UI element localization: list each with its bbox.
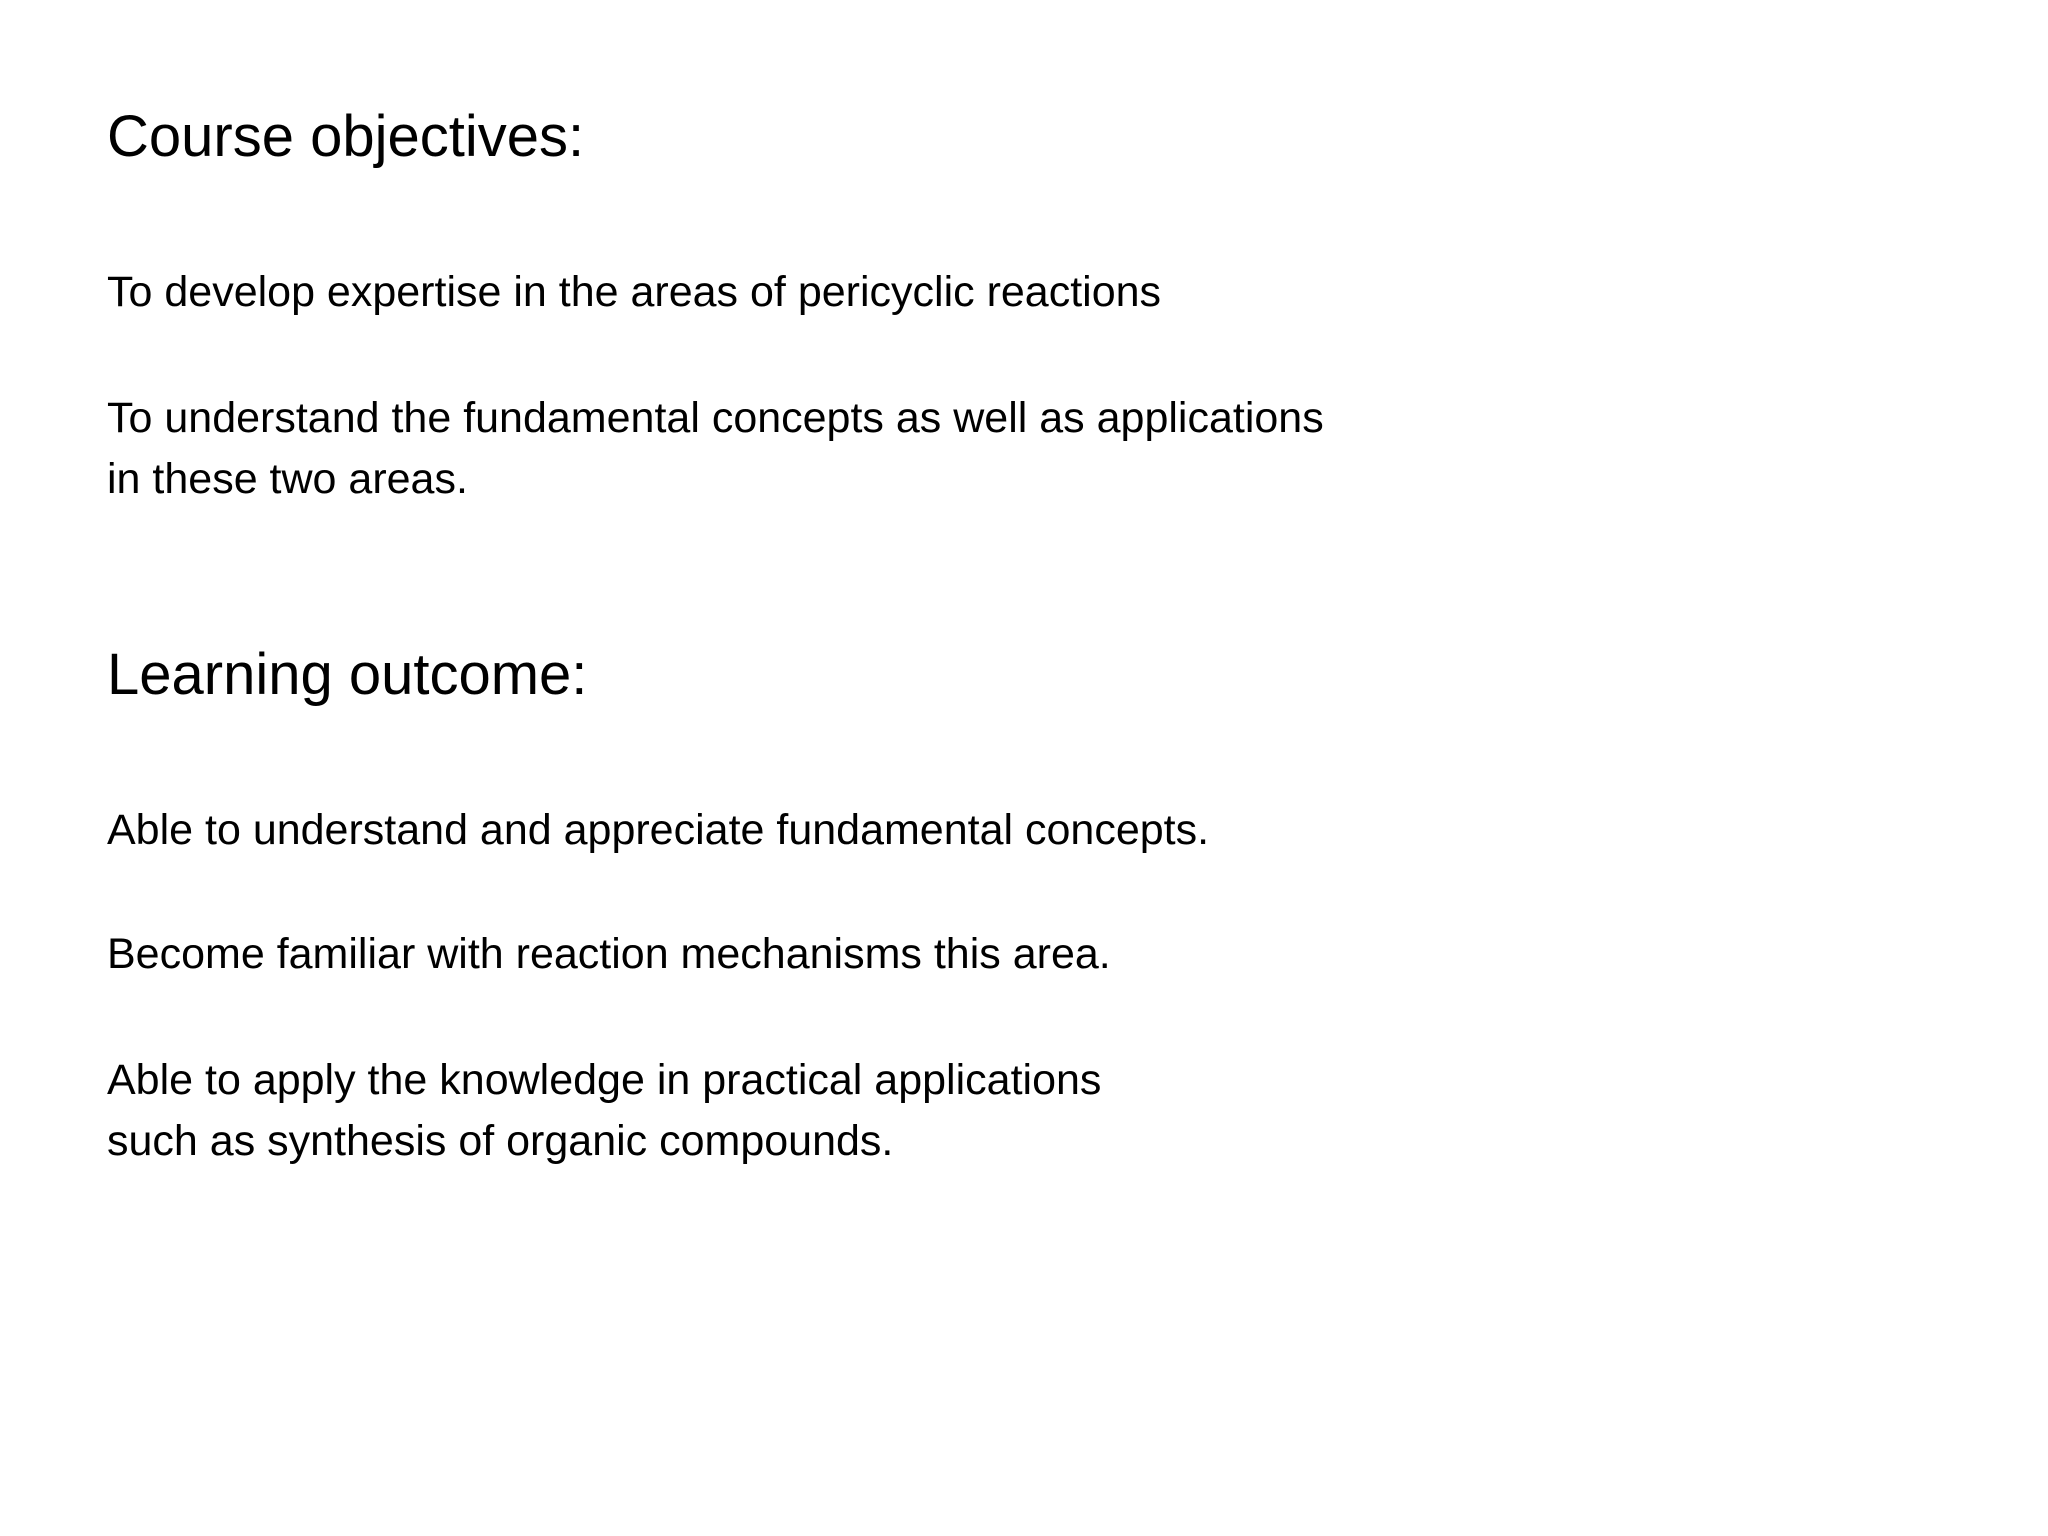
objective-item — [107, 262, 1161, 323]
learning-outcome-heading: Learning outcome: — [107, 642, 588, 707]
outcome-line: Become familiar with reaction mechanisms this area. — [107, 930, 1111, 978]
objective-line: To develop expertise in the areas of pericyclic reactions — [107, 268, 1162, 316]
outcome-item — [107, 1050, 1101, 1172]
course-objectives-heading: Course objectives: — [107, 104, 585, 169]
objective-line: To understand the fundamental concepts as well as applications — [107, 394, 1324, 442]
outcome-line: such as synthesis of organic compounds. — [107, 1117, 894, 1165]
objective-item — [107, 388, 1324, 510]
objective-line: in these two areas. — [107, 455, 468, 503]
outcome-item — [107, 800, 1209, 861]
outcome-line: Able to understand and appreciate fundamental concepts. — [107, 806, 1210, 854]
outcome-line: Able to apply the knowledge in practical applications — [107, 1056, 1102, 1104]
outcome-item — [107, 924, 1111, 985]
